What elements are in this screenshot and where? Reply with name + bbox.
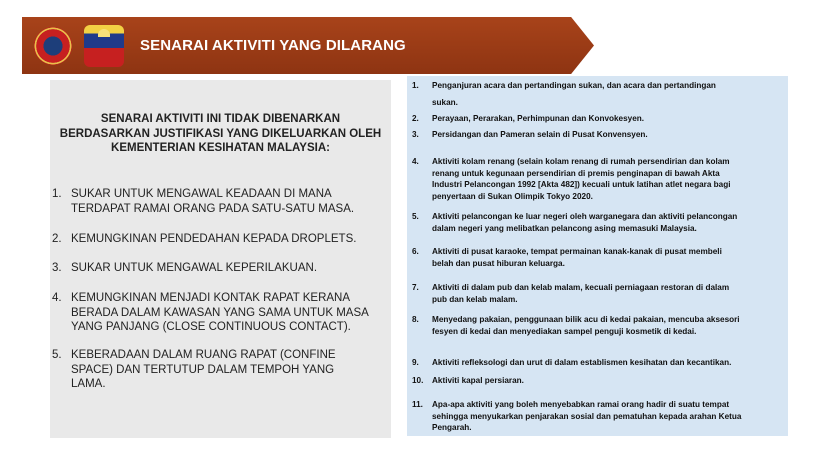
pdrm-logo-icon xyxy=(34,27,72,65)
page-title: SENARAI AKTIVITI YANG DILARANG xyxy=(140,37,406,54)
jata-negara-logo-icon xyxy=(84,25,124,67)
justification-heading: SENARAI AKTIVITI INI TIDAK DIBENARKAN BERDASARKAN JUSTIFIKASI YANG DIKELUARKAN OLEH KEMENTERIAN KESIHATAN MALAYSIA: xyxy=(59,113,382,154)
